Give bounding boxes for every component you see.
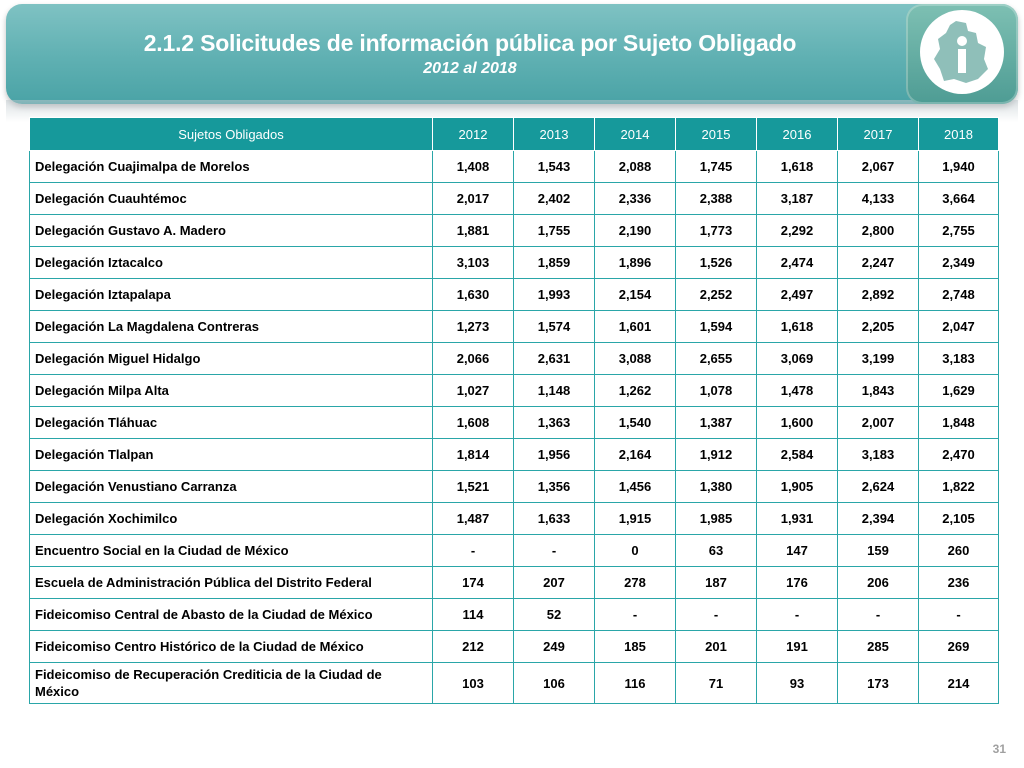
logo xyxy=(906,4,1018,104)
value-cell: 1,940 xyxy=(919,151,999,183)
value-cell: 3,183 xyxy=(919,343,999,375)
logo-circle xyxy=(920,10,1004,94)
value-cell: - xyxy=(514,535,595,567)
table-row xyxy=(30,279,999,311)
value-cell: 2,205 xyxy=(838,311,919,343)
table-row xyxy=(30,311,999,343)
table-row xyxy=(30,343,999,375)
subject-name-cell: Delegación Milpa Alta xyxy=(30,375,433,407)
table-row xyxy=(30,663,999,704)
value-cell: 191 xyxy=(757,631,838,663)
value-cell: 2,105 xyxy=(919,503,999,535)
value-cell: 2,394 xyxy=(838,503,919,535)
column-header-year: 2014 xyxy=(595,118,676,151)
value-cell: 214 xyxy=(919,663,999,704)
value-cell: 93 xyxy=(757,663,838,704)
subject-name-cell: Delegación Miguel Hidalgo xyxy=(30,343,433,375)
value-cell: 2,474 xyxy=(757,247,838,279)
value-cell: 1,027 xyxy=(433,375,514,407)
value-cell: 1,618 xyxy=(757,311,838,343)
table-row xyxy=(30,215,999,247)
value-cell: 207 xyxy=(514,567,595,599)
value-cell: 114 xyxy=(433,599,514,631)
value-cell: 1,608 xyxy=(433,407,514,439)
value-cell: 174 xyxy=(433,567,514,599)
value-cell: 2,164 xyxy=(595,439,676,471)
subject-name-cell: Fideicomiso Centro Histórico de la Ciudad de México xyxy=(30,631,433,663)
table-row xyxy=(30,503,999,535)
value-cell: 2,584 xyxy=(757,439,838,471)
value-cell: 2,067 xyxy=(838,151,919,183)
page-subtitle: 2012 al 2018 xyxy=(423,60,517,77)
subject-name-cell: Delegación La Magdalena Contreras xyxy=(30,311,433,343)
value-cell: - xyxy=(676,599,757,631)
value-cell: 2,154 xyxy=(595,279,676,311)
value-cell: 3,103 xyxy=(433,247,514,279)
value-cell: 106 xyxy=(514,663,595,704)
value-cell: 52 xyxy=(514,599,595,631)
value-cell: 2,007 xyxy=(838,407,919,439)
value-cell: 2,497 xyxy=(757,279,838,311)
value-cell: 187 xyxy=(676,567,757,599)
value-cell: 1,912 xyxy=(676,439,757,471)
value-cell: 1,078 xyxy=(676,375,757,407)
value-cell: 3,199 xyxy=(838,343,919,375)
subject-name-cell: Encuentro Social en la Ciudad de México xyxy=(30,535,433,567)
value-cell: 2,388 xyxy=(676,183,757,215)
value-cell: 1,915 xyxy=(595,503,676,535)
subject-name-cell: Delegación Tlalpan xyxy=(30,439,433,471)
requests-table xyxy=(29,117,999,704)
value-cell: 3,088 xyxy=(595,343,676,375)
value-cell: 2,190 xyxy=(595,215,676,247)
value-cell: 2,292 xyxy=(757,215,838,247)
value-cell: 249 xyxy=(514,631,595,663)
value-cell: 1,526 xyxy=(676,247,757,279)
value-cell: - xyxy=(919,599,999,631)
value-cell: 1,540 xyxy=(595,407,676,439)
value-cell: 1,633 xyxy=(514,503,595,535)
value-cell: 206 xyxy=(838,567,919,599)
value-cell: 1,629 xyxy=(919,375,999,407)
value-cell: 1,630 xyxy=(433,279,514,311)
subject-name-cell: Delegación Cuajimalpa de Morelos xyxy=(30,151,433,183)
value-cell: 1,600 xyxy=(757,407,838,439)
table-row xyxy=(30,183,999,215)
value-cell: 1,356 xyxy=(514,471,595,503)
subject-name-cell: Delegación Xochimilco xyxy=(30,503,433,535)
value-cell: 1,745 xyxy=(676,151,757,183)
subject-name-cell: Delegación Iztapalapa xyxy=(30,279,433,311)
column-header-year: 2018 xyxy=(919,118,999,151)
table-row xyxy=(30,631,999,663)
subject-name-cell: Delegación Cuauhtémoc xyxy=(30,183,433,215)
value-cell: 2,624 xyxy=(838,471,919,503)
column-header-year: 2016 xyxy=(757,118,838,151)
value-cell: 2,336 xyxy=(595,183,676,215)
value-cell: 2,252 xyxy=(676,279,757,311)
value-cell: 1,601 xyxy=(595,311,676,343)
subject-name-cell: Fideicomiso de Recuperación Crediticia de la Ciudad de México xyxy=(30,663,433,704)
column-header-year: 2017 xyxy=(838,118,919,151)
value-cell: 1,487 xyxy=(433,503,514,535)
value-cell: 2,631 xyxy=(514,343,595,375)
value-cell: 260 xyxy=(919,535,999,567)
mexico-city-map-info-icon xyxy=(932,19,992,85)
value-cell: 0 xyxy=(595,535,676,567)
value-cell: 1,380 xyxy=(676,471,757,503)
value-cell: 1,521 xyxy=(433,471,514,503)
column-header-year: 2015 xyxy=(676,118,757,151)
page-title: 2.1.2 Solicitudes de información pública por Sujeto Obligado xyxy=(143,30,797,56)
value-cell: - xyxy=(433,535,514,567)
value-cell: 212 xyxy=(433,631,514,663)
column-header-year: 2012 xyxy=(433,118,514,151)
value-cell: - xyxy=(838,599,919,631)
value-cell: 2,066 xyxy=(433,343,514,375)
value-cell: 1,814 xyxy=(433,439,514,471)
value-cell: 4,133 xyxy=(838,183,919,215)
value-cell: 71 xyxy=(676,663,757,704)
value-cell: 1,848 xyxy=(919,407,999,439)
table-row xyxy=(30,599,999,631)
value-cell: 1,896 xyxy=(595,247,676,279)
table-row xyxy=(30,535,999,567)
value-cell: 2,402 xyxy=(514,183,595,215)
subject-name-cell: Escuela de Administración Pública del Distrito Federal xyxy=(30,567,433,599)
value-cell: 173 xyxy=(838,663,919,704)
value-cell: 2,655 xyxy=(676,343,757,375)
table-row xyxy=(30,151,999,183)
value-cell: 185 xyxy=(595,631,676,663)
value-cell: 2,047 xyxy=(919,311,999,343)
value-cell: 1,905 xyxy=(757,471,838,503)
subject-name-cell: Delegación Tláhuac xyxy=(30,407,433,439)
value-cell: 1,387 xyxy=(676,407,757,439)
value-cell: 1,363 xyxy=(514,407,595,439)
value-cell: 1,594 xyxy=(676,311,757,343)
subject-name-cell: Delegación Venustiano Carranza xyxy=(30,471,433,503)
value-cell: 2,349 xyxy=(919,247,999,279)
value-cell: 1,755 xyxy=(514,215,595,247)
value-cell: 1,985 xyxy=(676,503,757,535)
value-cell: 1,574 xyxy=(514,311,595,343)
table-row xyxy=(30,567,999,599)
value-cell: 3,183 xyxy=(838,439,919,471)
value-cell: 1,543 xyxy=(514,151,595,183)
value-cell: 1,956 xyxy=(514,439,595,471)
value-cell: 63 xyxy=(676,535,757,567)
value-cell: 1,931 xyxy=(757,503,838,535)
value-cell: 1,843 xyxy=(838,375,919,407)
table-header-row xyxy=(30,118,999,151)
value-cell: 3,664 xyxy=(919,183,999,215)
value-cell: 116 xyxy=(595,663,676,704)
value-cell: 2,088 xyxy=(595,151,676,183)
table-row xyxy=(30,471,999,503)
value-cell: 103 xyxy=(433,663,514,704)
column-header-subject: Sujetos Obligados xyxy=(30,118,433,151)
table-row xyxy=(30,247,999,279)
value-cell: 159 xyxy=(838,535,919,567)
value-cell: 1,881 xyxy=(433,215,514,247)
value-cell: 1,822 xyxy=(919,471,999,503)
value-cell: 201 xyxy=(676,631,757,663)
value-cell: 236 xyxy=(919,567,999,599)
value-cell: 1,456 xyxy=(595,471,676,503)
table-row xyxy=(30,407,999,439)
subject-name-cell: Delegación Gustavo A. Madero xyxy=(30,215,433,247)
value-cell: 1,478 xyxy=(757,375,838,407)
value-cell: 1,408 xyxy=(433,151,514,183)
subject-name-cell: Fideicomiso Central de Abasto de la Ciudad de México xyxy=(30,599,433,631)
value-cell: 1,993 xyxy=(514,279,595,311)
value-cell: 285 xyxy=(838,631,919,663)
value-cell: 2,755 xyxy=(919,215,999,247)
value-cell: 3,187 xyxy=(757,183,838,215)
value-cell: - xyxy=(595,599,676,631)
value-cell: 1,262 xyxy=(595,375,676,407)
subject-name-cell: Delegación Iztacalco xyxy=(30,247,433,279)
value-cell: 176 xyxy=(757,567,838,599)
page-number: 31 xyxy=(992,742,1006,756)
value-cell: 2,017 xyxy=(433,183,514,215)
value-cell: 1,273 xyxy=(433,311,514,343)
value-cell: 1,859 xyxy=(514,247,595,279)
value-cell: 147 xyxy=(757,535,838,567)
value-cell: 1,773 xyxy=(676,215,757,247)
value-cell: 2,892 xyxy=(838,279,919,311)
value-cell: 278 xyxy=(595,567,676,599)
value-cell: 2,247 xyxy=(838,247,919,279)
value-cell: 1,618 xyxy=(757,151,838,183)
table-row xyxy=(30,375,999,407)
value-cell: - xyxy=(757,599,838,631)
table-row xyxy=(30,439,999,471)
value-cell: 2,748 xyxy=(919,279,999,311)
value-cell: 269 xyxy=(919,631,999,663)
value-cell: 3,069 xyxy=(757,343,838,375)
value-cell: 1,148 xyxy=(514,375,595,407)
value-cell: 2,470 xyxy=(919,439,999,471)
value-cell: 2,800 xyxy=(838,215,919,247)
column-header-year: 2013 xyxy=(514,118,595,151)
